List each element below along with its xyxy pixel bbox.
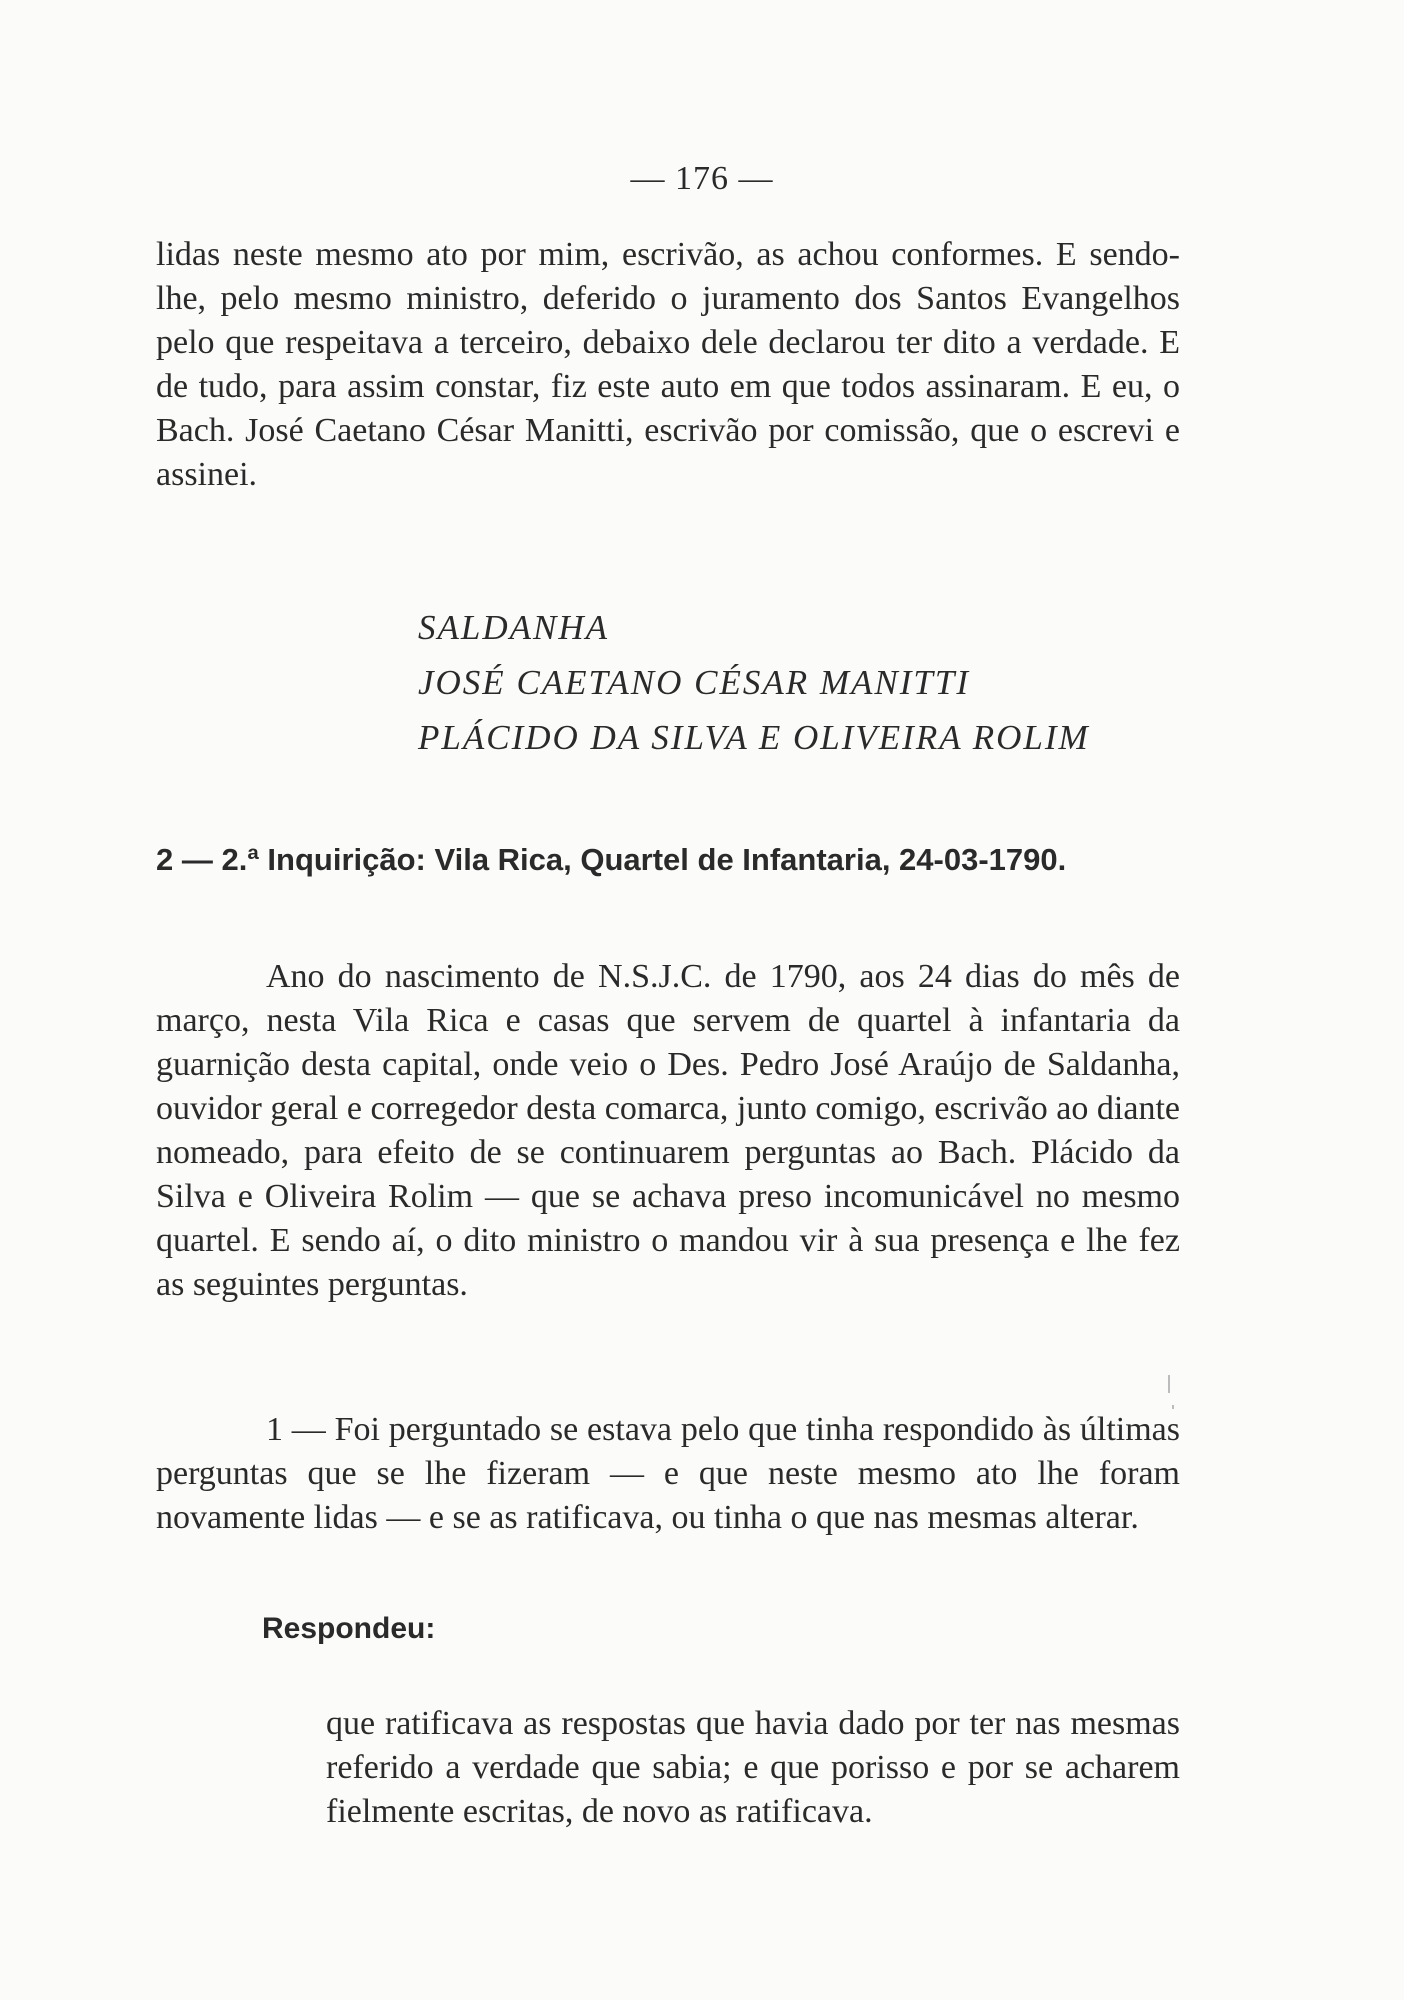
- answer-paragraph: que ratificava as respostas que havia dado por ter nas mesmas referido a verdade que sabia; e que porisso e por se acharem fielmente escritas, de novo as ratificava.: [326, 1705, 1180, 1830]
- signature-manitti: JOSÉ CAETANO CÉSAR MANITTI: [418, 663, 971, 702]
- respondeu-label: Respondeu:: [262, 1612, 436, 1645]
- page-number: — 176 —: [630, 160, 774, 197]
- signature-saldanha: SALDANHA: [418, 608, 609, 647]
- section-heading: 2 — 2.ª Inquirição: Vila Rica, Quartel de Infantaria, 24-03-1790.: [156, 842, 1067, 877]
- scan-speck: [1168, 1375, 1170, 1393]
- paragraph-closing-record: lidas neste mesmo ato por mim, escrivão, as achou conformes. E sendo-lhe, pelo mesmo ministro, deferido o juramento dos Santos Evangelhos pelo que respeitava a terceiro, debaixo dele declarou ter dito a verdade. E de tudo, para assim constar, fiz este auto em que todos assinaram. E eu, o Bach. José Caetano César Manitti, escrivão por comissão, que o escrevi e assinei.: [156, 236, 1180, 493]
- paragraph-inquiry-opening: Ano do nascimento de N.S.J.C. de 1790, aos 24 dias do mês de março, nesta Vila Rica e casas que servem de quartel à infantaria da guarnição desta capital, onde veio o Des. Pedro José Araújo de Saldanha, ouvidor geral e corregedor desta comarca, junto comigo, escrivão ao diante nomeado, para efeito de se continuarem perguntas ao Bach. Plácido da Silva e Oliveira Rolim — que se achava preso incomunicável no mesmo quartel. E sendo aí, o dito ministro o mandou vir à sua presença e lhe fez as seguintes perguntas.: [156, 958, 1180, 1303]
- signature-rolim: PLÁCIDO DA SILVA E OLIVEIRA ROLIM: [418, 718, 1090, 757]
- signature-block: [418, 600, 1198, 765]
- scan-speck: [1172, 1405, 1174, 1409]
- paragraph-question-1: 1 — Foi perguntado se estava pelo que tinha respondido às últimas perguntas que se lhe fizeram — e que neste mesmo ato lhe foram novamente lidas — e se as ratificava, ou tinha o que nas mesmas alterar.: [156, 1411, 1180, 1536]
